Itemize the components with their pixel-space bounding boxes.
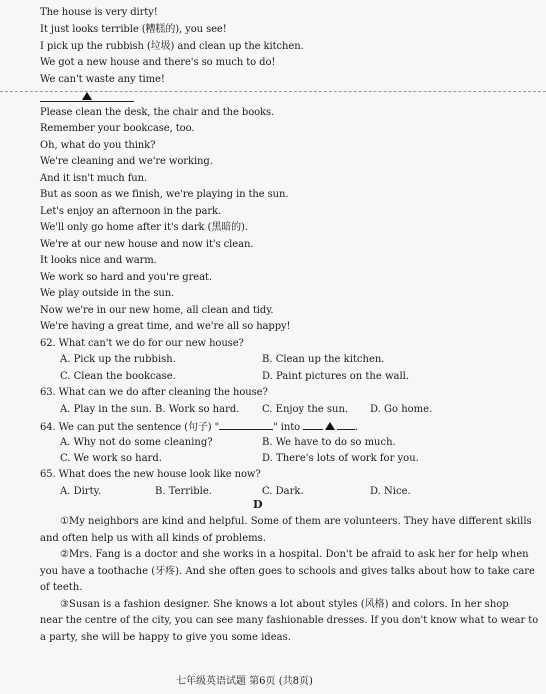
poem-line: We play outside in the sun. (40, 288, 175, 299)
paragraph-line: ②Mrs. Fang is a doctor and she works in a hospital. Don't be afraid to ask her for help when (60, 549, 529, 560)
poem-line: Please clean the desk, the chair and the books. (40, 107, 275, 118)
q62-option-c: C. Clean the bookcase. (60, 371, 176, 382)
poem-line: We'll only go home after it's dark (黑暗的). (40, 222, 248, 233)
poem-line: Let's enjoy an afternoon in the park. (40, 206, 222, 217)
poem-line: It just looks terrible (糟糕的), you see! (40, 24, 227, 35)
paragraph-line: near the centre of the city, you can see many fashionable dresses. If you don't know what to wear to (40, 615, 539, 626)
poem-line: It looks nice and warm. (40, 255, 157, 266)
q65-option-d: D. Nice. (370, 486, 411, 497)
q63-option-c: C. Enjoy the sun. (262, 404, 349, 415)
q64-stem-middle: " into (273, 422, 301, 433)
poem-line: We're cleaning and we're working. (40, 156, 213, 167)
q64-option-a: A. Why not do some cleaning? (60, 437, 213, 448)
poem-line: But as soon as we finish, we're playing in the sun. (40, 189, 289, 200)
q62-option-a: A. Pick up the rubbish. (60, 354, 176, 365)
q62-option-d: D. Paint pictures on the wall. (262, 371, 410, 382)
q62-option-b: B. Clean up the kitchen. (262, 354, 385, 365)
section-heading: D (253, 498, 263, 511)
q63-option-a: A. Play in the sun. (60, 404, 152, 415)
triangle-marker-icon (325, 422, 335, 430)
question-65-stem: 65. What does the new house look like now? (40, 469, 261, 480)
poem-line: We can't waste any time! (40, 74, 165, 85)
poem-line: I pick up the rubbish (垃圾) and clean up the kitchen. (40, 41, 304, 52)
q64-quote-blank (219, 420, 273, 430)
paragraph-line: ③Susan is a fashion designer. She knows a lot about styles (风格) and colors. In her shop (60, 599, 509, 610)
answer-blank (40, 101, 134, 102)
page-footer: 七年级英语试题 第6页 (共8页) (176, 676, 313, 687)
q64-option-c: C. We work so hard. (60, 453, 162, 464)
q64-option-b: B. We have to do so much. (262, 437, 396, 448)
poem-line: We work so hard and you're great. (40, 272, 212, 283)
paragraph-line: and often help us with all kinds of problems. (40, 533, 266, 544)
q64-stem-end: . (355, 422, 359, 433)
q64-option-d: D. There's lots of work for you. (262, 453, 419, 464)
q64-into-blank-left (303, 420, 323, 430)
poem-line: Remember your bookcase, too. (40, 123, 195, 134)
paragraph-line: a party, she will be happy to give you some ideas. (40, 632, 291, 643)
q64-stem-start: 64. We can put the sentence (句子) " (40, 422, 220, 433)
poem-line: We got a new house and there's so much to do! (40, 57, 276, 68)
paragraph-line: ①My neighbors are kind and helpful. Some of them are volunteers. They have different skills (60, 516, 532, 527)
q65-option-b: B. Terrible. (155, 486, 212, 497)
q65-option-a: A. Dirty. (60, 486, 102, 497)
poem-line: The house is very dirty! (40, 7, 158, 18)
poem-line: We're having a great time, and we're all so happy! (40, 321, 291, 332)
poem-line: And it isn't much fun. (40, 173, 148, 184)
q63-option-d: D. Go home. (370, 404, 433, 415)
q65-option-c: C. Dark. (262, 486, 304, 497)
poem-line: We're at our new house and now it's clean. (40, 239, 254, 250)
question-64-stem (40, 420, 358, 434)
paragraph-line: of teeth. (40, 582, 83, 593)
poem-line: Oh, what do you think? (40, 140, 156, 151)
question-63-stem: 63. What can we do after cleaning the house? (40, 387, 268, 398)
poem-line: Now we're in our new home, all clean and tidy. (40, 305, 274, 316)
triangle-marker-icon (82, 92, 92, 100)
question-62-stem: 62. What can't we do for our new house? (40, 338, 244, 349)
paragraph-line: you have a toothache (牙疼). And she often goes to schools and gives talks about how to take care (40, 566, 535, 577)
q63-option-b: B. Work so hard. (155, 404, 240, 415)
q64-into-blank-right (337, 420, 355, 430)
